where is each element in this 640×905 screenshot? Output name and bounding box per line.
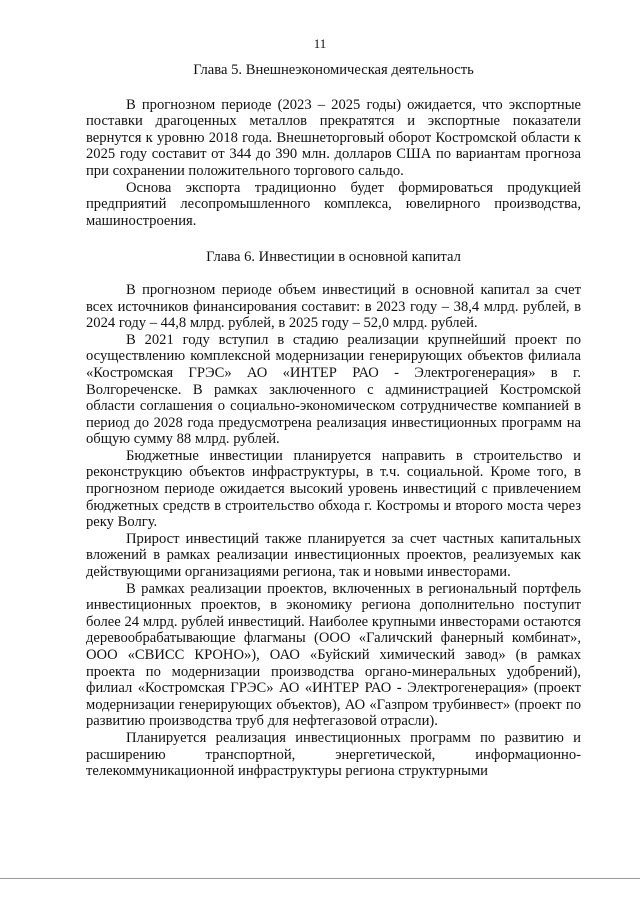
chapter-6-paragraph: Прирост инвестиций также планируется за счет частных капитальных вложений в рамках реализации инвестиционных проектов, реализуемых как действующими организациями региона, так и новыми инвесторами.	[86, 530, 581, 581]
document-body	[86, 62, 581, 780]
chapter-5-paragraph: В прогнозном периоде (2023 – 2025 годы) ожидается, что экспортные поставки драгоценных металлов прекратятся и экспортные показатели вернутся к уровню 2018 года. Внешнеторговый оборот Костромской области к 2025 году составит от 344 до 390 млн. долларов США по вариантам прогноза при сохранении положительного торгового сальдо.	[86, 96, 581, 179]
page-bottom-divider	[0, 878, 640, 879]
chapter-6-paragraph: Планируется реализация инвестиционных программ по развитию и расширению транспортной, энергетической, информационно-телекоммуникационной инфраструктуры региона структурными	[86, 729, 581, 780]
chapter-6-paragraph: Бюджетные инвестиции планируется направить в строительство и реконструкцию объектов инфраструктуры, в т.ч. социальной. Кроме того, в прогнозном периоде ожидается высокий уровень инвестиций с привлечением бюджетных средств в строительство обхода г. Костромы и второго моста через реку Волгу.	[86, 447, 581, 531]
chapter-6-paragraph: В 2021 году вступил в стадию реализации крупнейший проект по осуществлению комплексной модернизации генерирующих объектов филиала «Костромская ГРЭС» АО «ИНТЕР РАО - Электрогенерация» в г. Волгореченске. В рамках заключенного с администрацией Костромской области соглашения о социально-экономическом сотрудничестве компанией в период до 2028 года предусмотрена реализация инвестиционных программ на общую сумму 88 млрд. рублей.	[86, 331, 581, 448]
chapter-6-title: Глава 6. Инвестиции в основной капитал	[206, 249, 461, 266]
chapter-6-paragraph: В прогнозном периоде объем инвестиций в основной капитал за счет всех источников финансирования составит: в 2023 году – 38,4 млрд. рублей, в 2024 году – 44,8 млрд. рублей, в 2025 году – 52,0 млрд. рублей.	[86, 281, 581, 332]
chapter-5-title: Глава 5. Внешнеэкономическая деятельность	[193, 62, 474, 78]
chapter-6-paragraph: В рамках реализации проектов, включенных в региональный портфель инвестиционных проектов, в экономику региона дополнительно поступит более 24 млрд. рублей инвестиций. Наиболее крупными инвесторами остаются деревообрабатывающие флагманы (ООО «Галичский фанерный комбинат», ООО «СВИСС КРОНО»), ОАО «Буйский химический завод» (в рамках проекта по модернизации производства органо-минеральных удобрений), филиал «Костромская ГРЭС» АО «ИНТЕР РАО - Электрогенерация» (проект модернизации генерирующих объектов), АО «Газпром трубинвест» (проект по развитию производства труб для нефтегазовой отрасли).	[86, 580, 581, 730]
page-number: 11	[313, 36, 327, 51]
chapter-5-paragraph: Основа экспорта традиционно будет формироваться продукцией предприятий лесопромышленного комплекса, ювелирного производства, машиностроения.	[86, 179, 581, 229]
